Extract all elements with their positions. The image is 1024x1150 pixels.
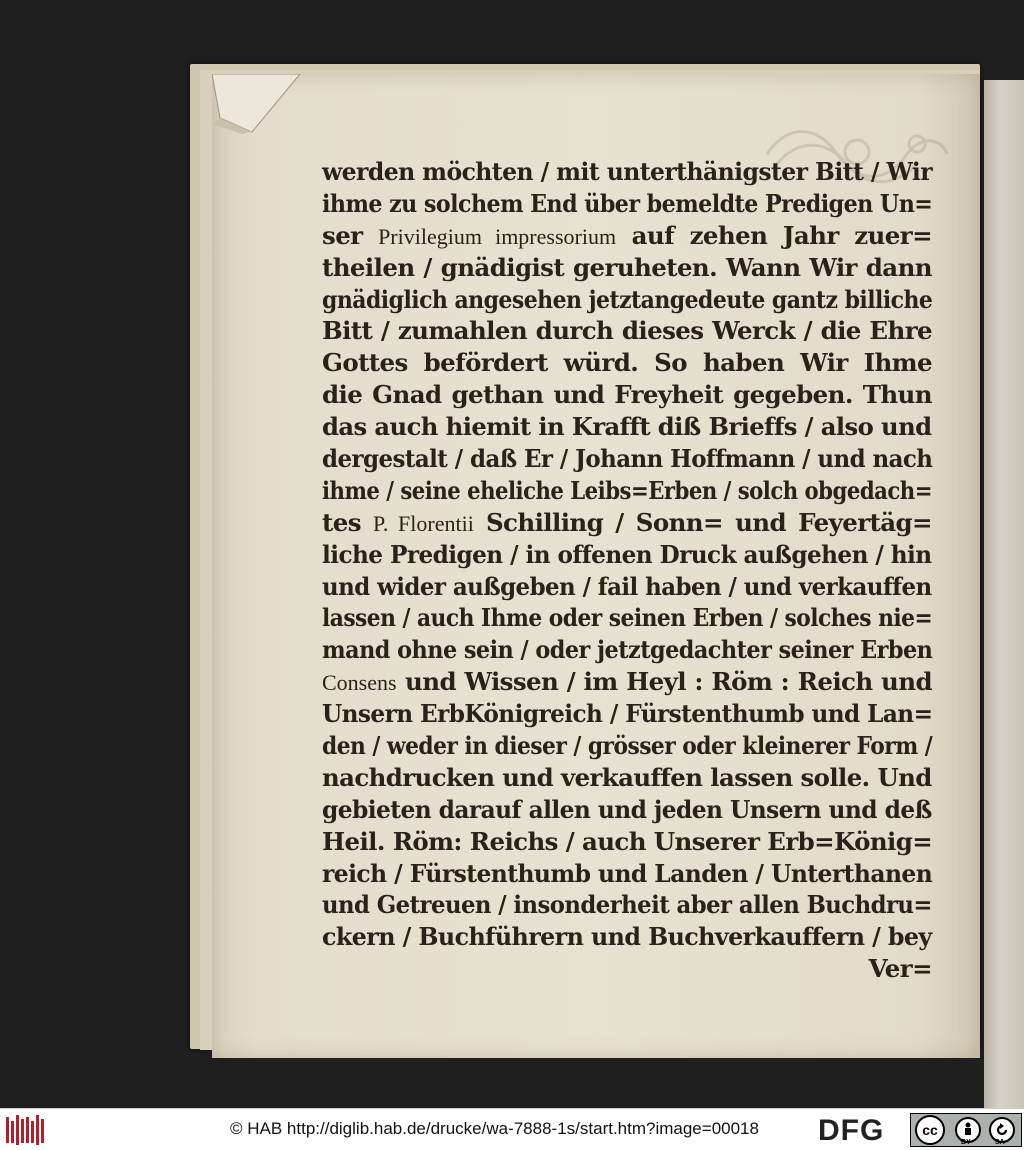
text-run: ihme / seine eheliche Leibs=Erben / solch obgedach= bbox=[322, 475, 932, 505]
text-run: und wider außgeben / fail haben / und verkauffen bbox=[322, 571, 932, 601]
text-run: ihme zu solchem End über bemeldte Predigen Un= bbox=[322, 188, 933, 218]
text-line bbox=[322, 188, 933, 220]
text-line bbox=[322, 443, 933, 475]
text-line bbox=[322, 284, 933, 316]
text-line bbox=[322, 858, 933, 890]
text-run: Bitt / zumahlen durch dieses Werck / die Ehre bbox=[322, 316, 932, 346]
text-line bbox=[322, 571, 932, 603]
text-line bbox=[322, 698, 933, 730]
folded-corner-icon bbox=[212, 74, 302, 134]
dfg-logo-icon[interactable]: DFG bbox=[818, 1114, 885, 1147]
latin-text-run: P. Florentii bbox=[373, 510, 474, 536]
cc-by-label: BY bbox=[961, 1139, 971, 1146]
text-run: Heil. Röm: Reichs / auch Unserer Erb=König= bbox=[322, 826, 933, 856]
text-line bbox=[322, 252, 932, 284]
text-line bbox=[322, 411, 932, 443]
cc-license-badge[interactable] bbox=[910, 1113, 1022, 1147]
text-run: reich / Fürstenthumb und Landen / Unterthanen bbox=[322, 858, 933, 888]
text-run: ckern / Buchführern und Buchverkauffern / bey bbox=[322, 922, 932, 952]
text-run: werden möchten / mit unterthänigster Bitt / Wir bbox=[322, 157, 933, 186]
text-run: den / weder in dieser / grösser oder kleinerer Form / bbox=[322, 731, 933, 761]
text-run: gnädiglich angesehen jetztangedeute gantz billiche bbox=[322, 284, 933, 314]
text-line bbox=[322, 315, 932, 347]
text-run: theilen / gnädigist geruheten. Wann Wir dann bbox=[322, 252, 932, 282]
copyright-url-text[interactable]: © HAB http://diglib.hab.de/drucke/wa-7888-1s/start.htm?image=00018 bbox=[230, 1119, 759, 1138]
catchword: Ver= bbox=[868, 954, 932, 984]
text-line bbox=[322, 347, 932, 379]
text-run: Unsern ErbKönigreich / Fürstenthumb und Lan= bbox=[322, 699, 933, 729]
text-line bbox=[322, 602, 933, 634]
text-run: ser bbox=[322, 220, 379, 250]
text-line bbox=[322, 156, 933, 188]
text-line bbox=[322, 379, 932, 411]
latin-text-run: Privilegium impressorium bbox=[378, 223, 617, 249]
text-run: tes bbox=[322, 507, 374, 537]
text-run: gebieten darauf allen und jeden Unsern und deß bbox=[322, 794, 932, 824]
cc-license-icon: cc bbox=[915, 1115, 945, 1145]
text-line bbox=[322, 794, 932, 826]
text-run: nachdrucken und verkauffen lassen solle. Und bbox=[322, 762, 932, 792]
text-run: dergestalt / daß Er / Johann Hoffmann / und nach bbox=[322, 444, 933, 474]
text-run: lassen / auch Ihme oder seinen Erben / solches nie= bbox=[322, 603, 933, 633]
text-run: die Gnad gethan und Freyheit gegeben. Thun bbox=[322, 380, 932, 410]
share-alike-icon bbox=[991, 1119, 1013, 1141]
facing-page-edge bbox=[984, 80, 1024, 1108]
text-line bbox=[322, 762, 930, 794]
latin-text-run: Consens bbox=[322, 670, 397, 696]
page-text bbox=[322, 156, 932, 985]
cc-sa-label: SA bbox=[995, 1139, 1005, 1146]
text-run: und Wissen / im Heyl : Röm : Reich und bbox=[396, 667, 932, 697]
text-line bbox=[322, 220, 932, 252]
text-line bbox=[322, 634, 933, 666]
book-page bbox=[212, 74, 980, 1058]
text-run: auf zehen Jahr zuer= bbox=[616, 220, 932, 250]
hab-logo-icon[interactable] bbox=[4, 1113, 48, 1147]
text-line bbox=[322, 730, 933, 762]
text-run: mand ohne sein / oder jetztgedachter seiner Erben bbox=[322, 635, 933, 665]
text-line bbox=[322, 921, 932, 953]
text-line bbox=[322, 539, 932, 571]
person-icon bbox=[957, 1119, 979, 1141]
text-run: und Getreuen / insonderheit aber allen Buchdru= bbox=[322, 890, 932, 920]
text-line bbox=[322, 475, 932, 507]
text-run: Schilling / Sonn= und Feyertäg= bbox=[473, 507, 932, 537]
text-line bbox=[322, 889, 932, 921]
footer-bar bbox=[0, 1108, 1024, 1150]
text-line bbox=[322, 666, 932, 698]
text-run: Gottes befördert würd. So haben Wir Ihme bbox=[322, 348, 932, 378]
text-run: liche Predigen / in offenen Druck außgehen / hin bbox=[322, 539, 932, 569]
text-line bbox=[322, 826, 931, 858]
text-run: das auch hiemit in Krafft diß Brieffs / also und bbox=[322, 412, 932, 442]
text-line bbox=[322, 507, 932, 539]
